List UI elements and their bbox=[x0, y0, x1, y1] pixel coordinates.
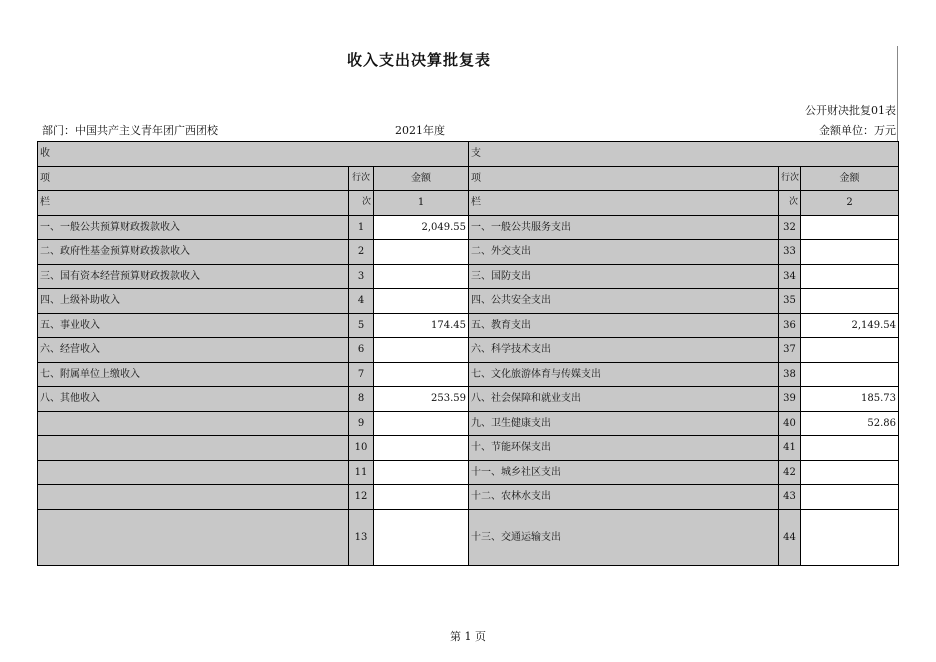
expense-row-no: 36 bbox=[779, 313, 801, 338]
expense-column-label: 栏 bbox=[469, 191, 779, 216]
income-row-no: 7 bbox=[349, 362, 374, 387]
expense-item: 十三、交通运输支出 bbox=[469, 509, 779, 565]
expense-item: 八、社会保障和就业支出 bbox=[469, 387, 779, 412]
income-row-no: 8 bbox=[349, 387, 374, 412]
expense-item: 四、公共安全支出 bbox=[469, 289, 779, 314]
expense-amount bbox=[801, 460, 899, 485]
table-row bbox=[38, 313, 899, 338]
table-row bbox=[38, 264, 899, 289]
expense-row-no: 40 bbox=[779, 411, 801, 436]
income-section-header: 收 bbox=[38, 142, 469, 167]
income-amount bbox=[374, 509, 469, 565]
income-amount bbox=[374, 338, 469, 363]
expense-item: 十、节能环保支出 bbox=[469, 436, 779, 461]
expense-item: 五、教育支出 bbox=[469, 313, 779, 338]
income-row-no: 2 bbox=[349, 240, 374, 265]
expense-amount bbox=[801, 215, 899, 240]
income-amount bbox=[374, 362, 469, 387]
income-item-header: 项 bbox=[38, 166, 349, 191]
income-item bbox=[38, 411, 349, 436]
income-item: 八、其他收入 bbox=[38, 387, 349, 412]
department-label: 部门：中国共产主义青年团广西团校 bbox=[42, 124, 218, 137]
income-row-no: 1 bbox=[349, 215, 374, 240]
income-row-no: 13 bbox=[349, 509, 374, 565]
expense-col-mark: 次 bbox=[779, 191, 801, 216]
expense-amount-header: 金额 bbox=[801, 166, 899, 191]
expense-section-header: 支 bbox=[469, 142, 899, 167]
income-amount bbox=[374, 411, 469, 436]
expense-amount bbox=[801, 362, 899, 387]
table-row bbox=[38, 460, 899, 485]
income-item: 五、事业收入 bbox=[38, 313, 349, 338]
expense-row-no: 42 bbox=[779, 460, 801, 485]
income-row-no: 10 bbox=[349, 436, 374, 461]
expense-amount bbox=[801, 240, 899, 265]
expense-item: 十二、农林水支出 bbox=[469, 485, 779, 510]
expense-amount bbox=[801, 289, 899, 314]
income-item: 七、附属单位上缴收入 bbox=[38, 362, 349, 387]
income-amount bbox=[374, 264, 469, 289]
income-row-no: 9 bbox=[349, 411, 374, 436]
expense-row-no: 43 bbox=[779, 485, 801, 510]
table-row bbox=[38, 387, 899, 412]
income-amount-header: 金额 bbox=[374, 166, 469, 191]
income-row-no: 3 bbox=[349, 264, 374, 289]
header-row-columns bbox=[38, 191, 899, 216]
table-row bbox=[38, 411, 899, 436]
header-row-labels bbox=[38, 166, 899, 191]
income-row-no-header: 行次 bbox=[349, 166, 374, 191]
income-row-no: 11 bbox=[349, 460, 374, 485]
income-item bbox=[38, 485, 349, 510]
expense-amount bbox=[801, 509, 899, 565]
income-item: 四、上级补助收入 bbox=[38, 289, 349, 314]
expense-item: 九、卫生健康支出 bbox=[469, 411, 779, 436]
budget-table bbox=[37, 141, 899, 566]
form-code: 公开财决批复01表 bbox=[805, 104, 896, 117]
table-row bbox=[38, 509, 899, 565]
income-amount bbox=[374, 289, 469, 314]
page-title: 收入支出决算批复表 bbox=[347, 51, 492, 69]
table-row bbox=[38, 338, 899, 363]
income-col-no: 1 bbox=[374, 191, 469, 216]
income-item: 一、一般公共预算财政拨款收入 bbox=[38, 215, 349, 240]
income-amount bbox=[374, 436, 469, 461]
page-footer: 第 1 页 bbox=[450, 630, 486, 643]
expense-item: 十一、城乡社区支出 bbox=[469, 460, 779, 485]
table-row bbox=[38, 240, 899, 265]
expense-item: 二、外交支出 bbox=[469, 240, 779, 265]
income-item bbox=[38, 436, 349, 461]
expense-row-no: 33 bbox=[779, 240, 801, 265]
page-border-line bbox=[897, 46, 898, 142]
expense-amount: 52.86 bbox=[801, 411, 899, 436]
income-item bbox=[38, 460, 349, 485]
income-amount bbox=[374, 460, 469, 485]
income-item bbox=[38, 509, 349, 565]
income-amount bbox=[374, 240, 469, 265]
income-amount: 174.45 bbox=[374, 313, 469, 338]
expense-row-no: 35 bbox=[779, 289, 801, 314]
income-column-label: 栏 bbox=[38, 191, 349, 216]
expense-row-no: 32 bbox=[779, 215, 801, 240]
expense-amount bbox=[801, 264, 899, 289]
year-label: 2021年度 bbox=[395, 124, 445, 137]
table-row bbox=[38, 436, 899, 461]
expense-row-no: 38 bbox=[779, 362, 801, 387]
income-row-no: 12 bbox=[349, 485, 374, 510]
expense-row-no: 39 bbox=[779, 387, 801, 412]
income-amount bbox=[374, 485, 469, 510]
income-item: 二、政府性基金预算财政拨款收入 bbox=[38, 240, 349, 265]
expense-row-no: 34 bbox=[779, 264, 801, 289]
table-row bbox=[38, 362, 899, 387]
expense-row-no: 37 bbox=[779, 338, 801, 363]
expense-amount bbox=[801, 485, 899, 510]
expense-row-no-header: 行次 bbox=[779, 166, 801, 191]
expense-amount bbox=[801, 436, 899, 461]
expense-col-no: 2 bbox=[801, 191, 899, 216]
unit-label: 金额单位：万元 bbox=[819, 124, 896, 137]
income-row-no: 6 bbox=[349, 338, 374, 363]
expense-item: 三、国防支出 bbox=[469, 264, 779, 289]
expense-row-no: 41 bbox=[779, 436, 801, 461]
header-row-section bbox=[38, 142, 899, 167]
expense-amount: 2,149.54 bbox=[801, 313, 899, 338]
income-col-mark: 次 bbox=[349, 191, 374, 216]
table-row bbox=[38, 289, 899, 314]
expense-row-no: 44 bbox=[779, 509, 801, 565]
income-amount: 253.59 bbox=[374, 387, 469, 412]
expense-amount bbox=[801, 338, 899, 363]
expense-item: 六、科学技术支出 bbox=[469, 338, 779, 363]
expense-item: 一、一般公共服务支出 bbox=[469, 215, 779, 240]
income-item: 六、经营收入 bbox=[38, 338, 349, 363]
income-row-no: 5 bbox=[349, 313, 374, 338]
income-amount: 2,049.55 bbox=[374, 215, 469, 240]
expense-amount: 185.73 bbox=[801, 387, 899, 412]
expense-item-header: 项 bbox=[469, 166, 779, 191]
table-row bbox=[38, 215, 899, 240]
table-row bbox=[38, 485, 899, 510]
income-item: 三、国有资本经营预算财政拨款收入 bbox=[38, 264, 349, 289]
income-row-no: 4 bbox=[349, 289, 374, 314]
expense-item: 七、文化旅游体育与传媒支出 bbox=[469, 362, 779, 387]
